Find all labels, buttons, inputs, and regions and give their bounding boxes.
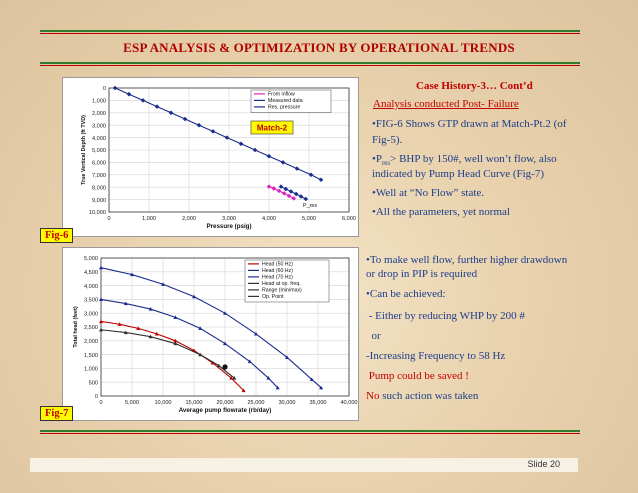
bullet-pump-saved: Pump could be saved ! [366,370,469,382]
bullet-reduce-whp: - Either by reducing WHP by 200 # [366,310,525,322]
x-tick-label: 20,000 [216,400,234,406]
slide-title: ESP ANALYSIS & OPTIMIZATION BY OPERATIONAL TRENDS [123,40,515,55]
fig7-chart [63,248,358,420]
bullet-or: or [366,330,381,342]
data-point [113,86,118,91]
data-point [281,160,286,165]
bullet-noflow: •Well at “No Flow” state. [372,187,485,199]
data-point [282,191,287,196]
data-point [279,184,284,189]
x-tick-label: 15,000 [185,400,203,406]
y-tick-label: 1,000 [92,98,106,105]
data-point [127,92,132,97]
data-point [197,123,202,128]
data-point [239,142,244,147]
y-tick-label: 8,000 [92,185,106,192]
y-tick-label: 4,500 [84,270,98,276]
x-tick-label: 6,000 [342,216,356,222]
data-point [292,196,297,201]
bottom-rule [40,430,580,432]
y-axis-label: True Vertical Depth (ft TVD) [81,115,87,185]
data-point [295,166,300,171]
data-point [141,98,146,103]
x-tick-label: 30,000 [278,400,296,406]
legend-entry: From inflow [268,91,295,98]
x-tick-label: 35,000 [309,400,327,406]
bullet-make-flow-cont: or drop in PIP is required [366,268,478,280]
fig6-label: Fig-6 [40,228,73,243]
top-rule-accent [40,33,580,34]
bottom-rule-accent [40,433,580,434]
footer-bar [30,458,578,472]
case-header: Case History-3… Cont’d [416,80,533,92]
data-point [267,184,272,189]
x-axis-label: Average pump flowrate (rb/day) [178,407,272,414]
legend-entry: Head at op. freq. [262,281,301,287]
y-tick-label: 500 [88,380,98,387]
fig7-chart-panel [62,247,359,421]
y-tick-label: 5,000 [92,148,106,155]
y-tick-label: 7,000 [92,173,106,179]
y-tick-label: 2,000 [84,339,98,345]
data-point [304,197,309,202]
x-tick-label: 0 [107,216,111,222]
y-tick-label: 3,500 [84,297,98,304]
y-tick-label: 1,500 [84,352,98,359]
x-tick-label: 1,000 [142,216,156,222]
analysis-title: Analysis conducted Post- Failure [373,98,519,110]
bullet-achieved: •Can be achieved: [366,288,446,300]
bullet-pres-text: > BHP by 150#, well won’t flow, also [390,153,557,165]
data-point [272,186,277,191]
bullet-fig6-cont: Fig-5). [372,134,403,146]
y-tick-label: 3,000 [84,311,98,318]
pres-annotation: P_res [303,203,318,210]
y-axis-label: Total head (feet) [73,306,79,348]
y-tick-label: 6,000 [92,160,106,167]
y-tick-label: 3,000 [92,123,106,130]
match-tag: Match-2 [256,123,288,133]
data-point [225,135,230,140]
y-tick-label: 1,000 [84,366,98,373]
no-action-text: such action was taken [379,390,479,402]
data-point [309,173,314,178]
y-tick-label: 2,500 [84,325,98,332]
data-point [267,154,272,159]
y-tick-label: 2,000 [92,111,106,117]
bullet-fig6: •FIG-6 Shows GTP drawn at Match-Pt.2 (of [372,118,567,130]
fig6-chart [63,78,358,236]
y-tick-label: 0 [94,394,98,401]
title-rule-accent [40,65,580,66]
y-tick-label: 9,000 [92,197,106,204]
legend-entry: Measured data [268,98,303,104]
y-tick-label: 4,000 [92,135,106,142]
legend-entry: Head (50 Hz) [262,261,293,268]
legend-entry: Op. Point [262,294,284,300]
bullet-normal: •All the parameters, yet normal [372,206,510,218]
data-point [287,194,292,199]
legend-entry: Res. pressure [268,104,301,111]
x-tick-label: 5,000 [125,400,139,406]
data-point [155,104,160,109]
bullet-no-action [366,390,478,403]
title-rule [40,62,580,64]
x-tick-label: 40,000 [340,400,358,406]
data-point [169,111,174,116]
bullet-pres-cont: indicated by Pump Head Curve (Fig-7) [372,168,544,180]
data-point [183,117,188,122]
x-tick-label: 10,000 [154,400,172,406]
pres-subscript: res [381,159,391,168]
fig7-label: Fig-7 [40,406,73,421]
fig6-chart-panel [62,77,359,237]
x-axis-label: Pressure (psig) [206,223,252,230]
data-point [253,148,258,153]
x-tick-label: 3,000 [222,216,236,222]
bullet-frequency: -Increasing Frequency to 58 Hz [366,350,506,362]
x-tick-label: 4,000 [262,216,276,222]
data-point [319,177,324,182]
bullet-pres-symbol: •P [372,153,382,165]
y-tick-label: 0 [102,86,106,93]
y-tick-label: 4,000 [84,283,98,290]
op-point-marker [222,364,227,369]
data-point [211,129,216,134]
legend-entry: Head (60 Hz) [262,268,293,274]
x-tick-label: 25,000 [247,400,265,406]
data-point [294,192,299,197]
top-rule [40,30,580,32]
data-point [289,189,294,194]
series-line [101,299,278,387]
legend-entry: Range (min/max) [262,287,302,294]
legend-entry: Head (70 Hz) [262,274,293,281]
slide-number: Slide 20 [527,459,560,469]
y-tick-label: 5,000 [84,256,98,263]
y-tick-label: 10,000 [88,210,106,217]
data-point [299,194,304,199]
x-tick-label: 0 [99,400,103,406]
data-point [277,189,282,194]
x-tick-label: 2,000 [182,216,196,222]
no-word: No [366,390,380,402]
x-tick-label: 5,000 [302,216,316,222]
bullet-make-flow: •To make well flow, further higher drawdown [366,254,568,266]
